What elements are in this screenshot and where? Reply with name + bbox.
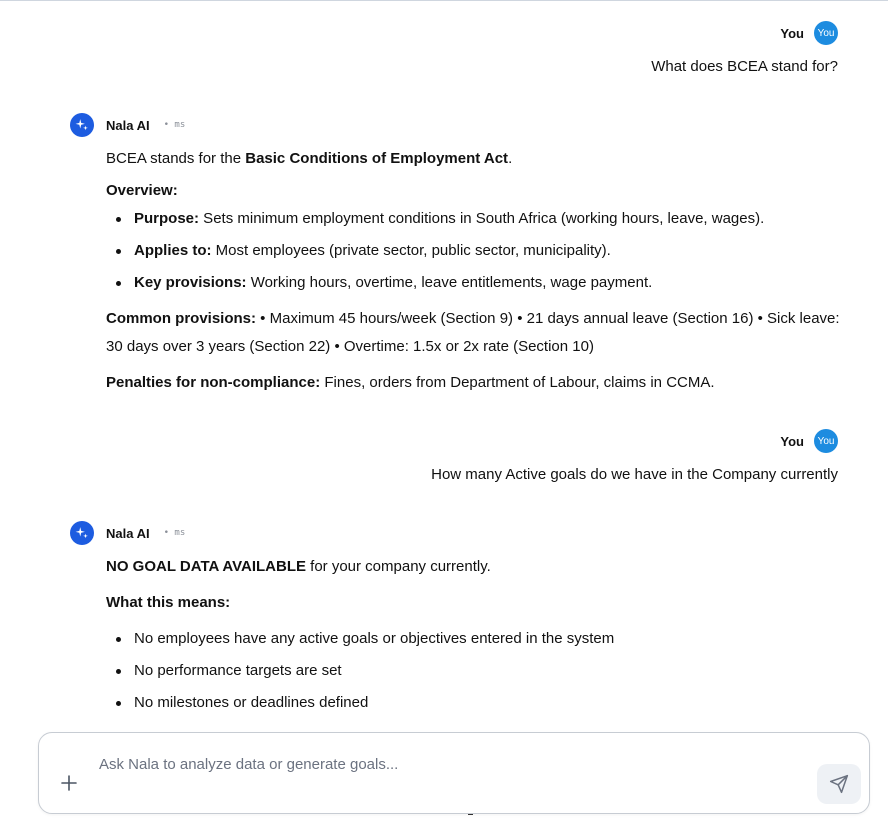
ai-name: Nala AI (106, 117, 150, 133)
ai-intro-bold: Basic Conditions of Employment Act (245, 150, 509, 167)
ai-message-header (70, 521, 185, 545)
add-attachment-button[interactable] (59, 773, 79, 793)
list-item (106, 269, 846, 297)
ai-name: Nala AI (106, 525, 150, 541)
ai-lead-bold: NO GOAL DATA AVAILABLE (106, 558, 306, 575)
list-item (106, 237, 846, 265)
send-button[interactable] (817, 764, 861, 804)
ai-intro-text: BCEA stands for the (106, 150, 246, 167)
user-message-text: How many Active goals do we have in the Company currently (431, 466, 838, 483)
list-item (106, 205, 846, 233)
list-item: No performance targets are set (106, 657, 846, 685)
ai-response-meta: • ms (163, 528, 186, 538)
ai-message-body (106, 553, 846, 717)
ai-lead-text: for your company currently. (306, 558, 491, 575)
common-provisions-text: • Maximum 45 hours/week (Section 9) • 21 days annual leave (Section 16) • Sick leave: 30 days over 3 years (Section 22) • Overtime: 1.5x or 2x rate (Section 10) (106, 310, 840, 355)
bullet-text: Most employees (private sector, public sector, municipality). (211, 242, 611, 259)
user-avatar: You (814, 429, 838, 453)
bullet-text: Working hours, overtime, leave entitlements, wage payment. (246, 274, 653, 291)
bullet-text: Sets minimum employment conditions in South Africa (working hours, leave, wages). (199, 210, 765, 227)
means-heading: What this means: (106, 594, 231, 611)
ai-intro (106, 145, 846, 173)
chat-input[interactable] (99, 753, 779, 775)
bullet-label: Key provisions: (134, 274, 247, 291)
bullet-label: Purpose: (134, 210, 200, 227)
ai-avatar (70, 521, 94, 545)
message-composer (38, 732, 870, 814)
user-message-header (780, 21, 838, 45)
list-item: No milestones or deadlines defined (106, 689, 846, 717)
ai-intro-end: . (508, 150, 513, 167)
means-list (106, 625, 846, 717)
ai-message-header (70, 113, 185, 137)
sparkle-icon (75, 118, 89, 132)
send-icon (829, 774, 849, 794)
user-avatar: You (814, 21, 838, 45)
user-name: You (780, 25, 804, 41)
user-name: You (780, 433, 804, 449)
user-message-header (780, 429, 838, 453)
user-message-text: What does BCEA stand for? (651, 58, 838, 75)
ai-message-body (106, 145, 846, 397)
common-provisions-label: Common provisions: (106, 310, 257, 327)
list-item: No employees have any active goals or objectives entered in the system (106, 625, 846, 653)
top-divider (0, 0, 888, 1)
penalties-text: Fines, orders from Department of Labour, claims in CCMA. (320, 374, 715, 391)
common-provisions (106, 305, 846, 361)
bullet-label: Applies to: (134, 242, 212, 259)
ai-response-meta: • ms (163, 120, 186, 130)
penalties-label: Penalties for non-compliance: (106, 374, 321, 391)
penalties (106, 369, 846, 397)
overview-heading: Overview: (106, 182, 178, 199)
plus-icon (59, 773, 79, 793)
ai-avatar (70, 113, 94, 137)
overview-list (106, 205, 846, 297)
ai-lead (106, 553, 846, 581)
sparkle-icon (75, 526, 89, 540)
